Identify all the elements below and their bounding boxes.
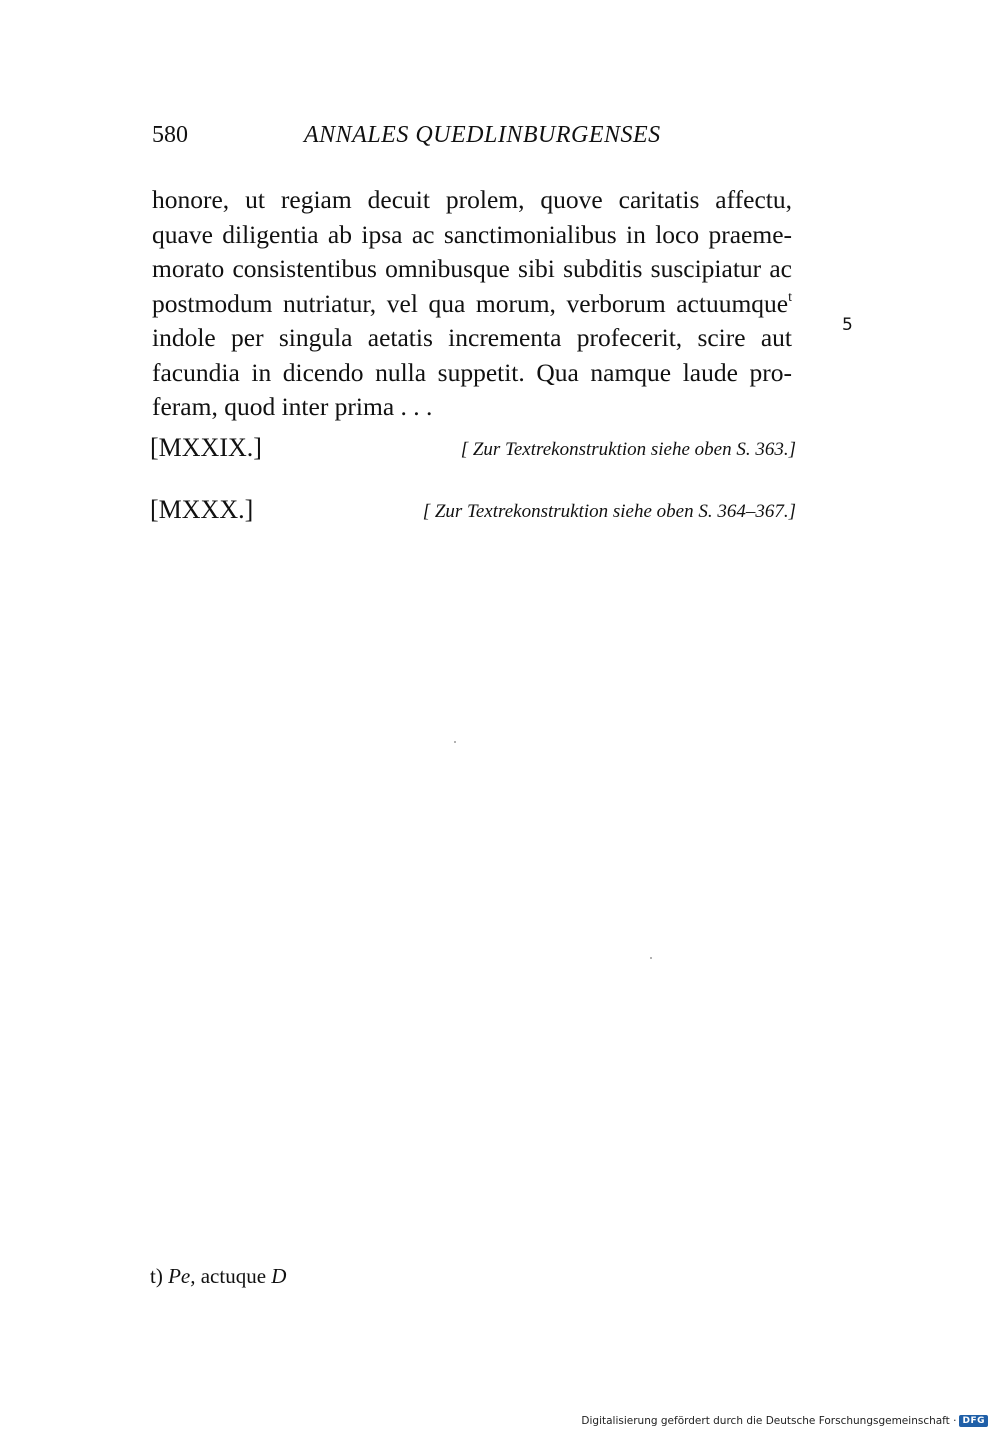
- digitization-credit: [581, 1415, 988, 1427]
- text-line: quave diligentia ab ipsa ac sanctimonialibus in loco praeme-: [152, 219, 792, 249]
- year-label: [MXXX.]: [150, 495, 254, 524]
- scan-speck: [650, 957, 652, 959]
- main-text: [152, 183, 792, 425]
- line-number: 5: [842, 315, 853, 335]
- text-line: feram, quod inter prima . . .: [152, 392, 433, 421]
- credit-text: Digitalisierung gefördert durch die Deutsche Forschungsgemeinschaft ·: [581, 1415, 957, 1427]
- footnote-marker: t): [150, 1264, 163, 1288]
- footnote-reading: actuque: [200, 1264, 267, 1288]
- footnote: [150, 1264, 286, 1289]
- text-line-content: postmodum nutriatur, vel qua morum, verborum actuumque: [152, 288, 789, 318]
- scan-speck: [454, 741, 456, 743]
- year-editorial-note: [ Zur Textrekonstruktion siehe oben S. 364–367.]: [422, 501, 796, 522]
- text-line-with-note: [152, 287, 792, 322]
- running-title: ANNALES QUEDLINBURGENSES: [304, 122, 661, 148]
- page-number: 580: [152, 122, 188, 148]
- year-label: [MXXIX.]: [150, 433, 262, 462]
- text-line: indole per singula aetatis incrementa profecerit, scire aut: [152, 323, 792, 352]
- year-editorial-note: [ Zur Textrekonstruktion siehe oben S. 363.]: [460, 439, 796, 460]
- running-head: [152, 118, 792, 154]
- footnote-siglum: Pe,: [168, 1264, 196, 1288]
- footnote-siglum: D: [271, 1264, 287, 1288]
- dfg-logo: DFG: [959, 1415, 988, 1427]
- text-line: honore, ut regiam decuit prolem, quove caritatis affectu,: [152, 185, 792, 214]
- text-line: morato consistentibus omnibusque sibi subditis suscipiatur ac: [152, 254, 792, 283]
- footnote-reference: t: [788, 289, 792, 305]
- year-entry: [150, 495, 796, 535]
- year-entry: [150, 433, 796, 473]
- text-line: facundia in dicendo nulla suppetit. Qua namque laude pro-: [152, 357, 792, 387]
